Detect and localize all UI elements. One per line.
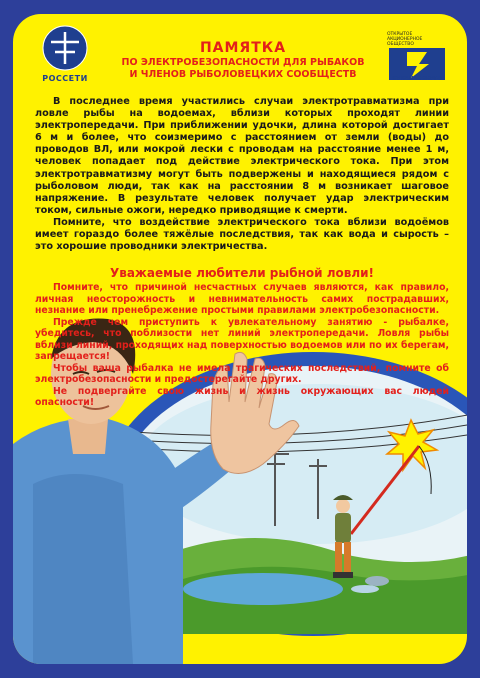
rosseti-logo-icon: [35, 20, 95, 80]
appeal-paragraph-2: Прежде чем приступить к увлекательному занятию - рыбалке, убедитесь, что поблизости нет линий электропередачи. Ловля рыбы вблизи линий, проходящих над поверхностью водоемов или по их берегам, запрещается!: [35, 316, 449, 362]
body-text: [35, 96, 449, 253]
body-paragraph-2: Помните, что воздействие электрического тока вблизи водоёмов имеет гораздо более тяжёлые последствия, так как вода и сырость – это хорошие проводники электричества.: [35, 216, 449, 253]
rosseti-logo-text: РОССЕТИ: [42, 74, 88, 83]
appeal-text: [35, 282, 449, 409]
appeal-paragraph-1: Помните, что причиной несчастных случаев являются, как правило, личная неосторожность и невнимательность самих пострадавших, незнание или пренебрежение простыми правилами электробезопасности.: [35, 282, 449, 316]
appeal-paragraph-4: Не подвергайте свою жизнь и жизнь окружающих вас людей опасности!: [35, 385, 449, 408]
kubanenergo-logo-text: КУБАНЬЭНЕРГО: [391, 76, 443, 82]
title-line-2: ПО ЭЛЕКТРОБЕЗОПАСНОСТИ ДЛЯ РЫБАКОВ: [121, 57, 365, 68]
fish: [351, 585, 379, 593]
title-main: ПАМЯТКА: [199, 40, 287, 56]
water: [183, 573, 343, 605]
body-paragraph-1: В последнее время участились случаи электротравматизма при ловле рыбы на водоемах, вблизи которых проходят линии электропередачи. При приближении удочки, длина которой достигает 6 м и более, что соизмеримо с расстоянием от земли (воды) до проводов ВЛ, или мокрой лески с проводам на расстояние менее 1 м, человек попадает под действие электрического тока. При этом электротравматизму могут быть подвержены и находящиеся рядом с рыболовом люди, так как на расстоянии 8 м возникает шаговое напряжение. В результате человек получает удар электрическим током, сильные ожоги, нередко приводящие к смерти.: [35, 96, 449, 216]
yellow-panel: [13, 14, 467, 664]
bucket: [365, 576, 389, 586]
kubanenergo-tagline: ОТКРЫТОЕ АКЦИОНЕРНОЕ ОБЩЕСТВО: [387, 32, 423, 47]
appeal-heading: Уважаемые любители рыбной ловли!: [109, 266, 375, 280]
title-line-3: И ЧЛЕНОВ РЫБОЛОВЕЦКИХ СООБЩЕСТВ: [129, 69, 357, 80]
poster-title: [103, 40, 383, 81]
appeal-paragraph-3: Чтобы ваша рыбалка не имела трагических последствий, помните об электробезопасности и предостерегайте других.: [35, 362, 449, 385]
